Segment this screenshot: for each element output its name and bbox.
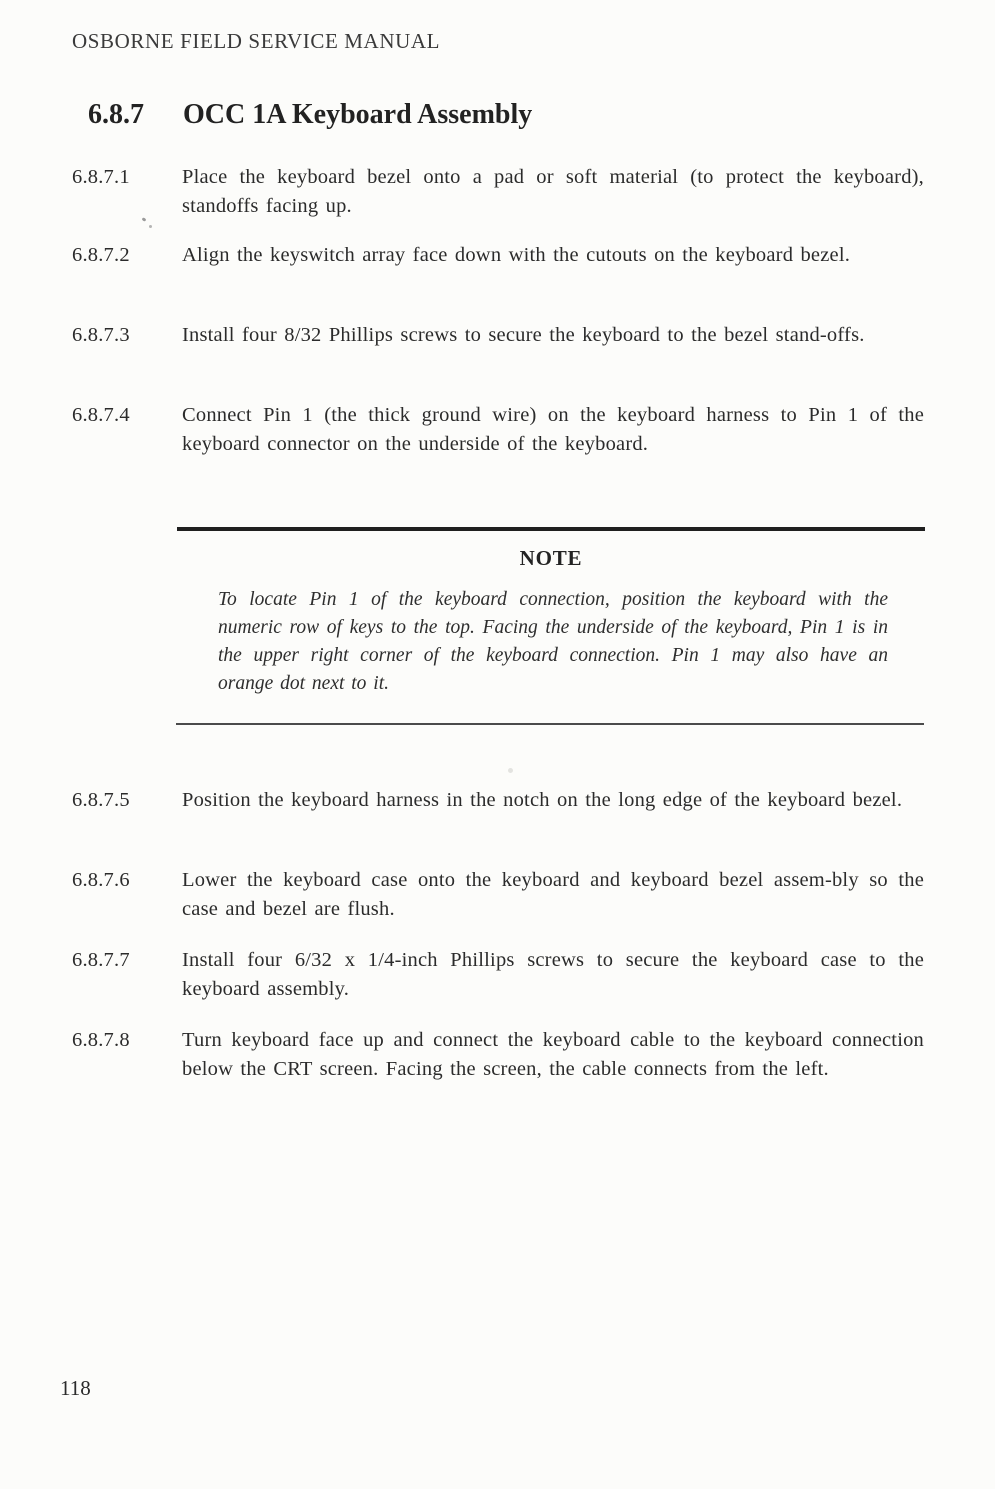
step-number: 6.8.7.4	[72, 404, 130, 426]
step-text: Lower the keyboard case onto the keyboard and keyboard bezel assem-bly so the case and bezel are flush.	[182, 869, 924, 920]
note-body: To locate Pin 1 of the keyboard connection, position the keyboard with the numeric row of keys to the top. Facing the underside of the keyboard, Pin 1 is in the upper right corner of the keyboard connection. Pin 1 may also have an orange dot next to it.	[218, 589, 888, 694]
step-text: Install four 6/32 x 1/4-inch Phillips screws to secure the keyboard case to the keyboard assembly.	[182, 949, 924, 1000]
step-text: Position the keyboard harness in the notch on the long edge of the keyboard bezel.	[182, 789, 903, 811]
section-heading	[88, 99, 532, 131]
step-number: 6.8.7.8	[72, 1029, 130, 1051]
step-6.8.7.8	[72, 1026, 924, 1084]
page-number: 118	[60, 1376, 91, 1400]
step-6.8.7.7	[72, 946, 924, 1004]
note-top-rule	[177, 527, 925, 531]
step-text: Turn keyboard face up and connect the keyboard cable to the keyboard connection below the CRT screen. Facing the screen, the cable connects from the left.	[182, 1029, 924, 1080]
step-number: 6.8.7.5	[72, 789, 130, 811]
scan-artifact	[149, 225, 152, 228]
step-6.8.7.1	[72, 163, 924, 221]
note-title: NOTE	[519, 546, 583, 570]
step-6.8.7.4	[72, 401, 924, 459]
step-6.8.7.2	[72, 241, 924, 270]
step-6.8.7.5	[72, 786, 924, 815]
running-header: OSBORNE FIELD SERVICE MANUAL	[72, 29, 441, 53]
step-text: Connect Pin 1 (the thick ground wire) on the keyboard harness to Pin 1 of the keyboard connector on the underside of the keyboard.	[182, 404, 924, 455]
scan-artifact	[508, 768, 513, 773]
step-text: Place the keyboard bezel onto a pad or soft material (to protect the keyboard), standoffs facing up.	[182, 166, 924, 217]
note-bottom-rule	[176, 723, 924, 725]
step-text: Install four 8/32 Phillips screws to secure the keyboard to the bezel stand-offs.	[182, 324, 865, 346]
step-text: Align the keyswitch array face down with the cutouts on the keyboard bezel.	[182, 244, 851, 266]
step-number: 6.8.7.1	[72, 166, 130, 188]
step-number: 6.8.7.3	[72, 324, 130, 346]
step-number: 6.8.7.2	[72, 244, 130, 266]
section-number: 6.8.7	[88, 99, 144, 130]
step-6.8.7.6	[72, 866, 924, 924]
step-number: 6.8.7.6	[72, 869, 130, 891]
section-title: OCC 1A Keyboard Assembly	[183, 99, 533, 130]
step-6.8.7.3	[72, 321, 924, 350]
step-number: 6.8.7.7	[72, 949, 130, 971]
